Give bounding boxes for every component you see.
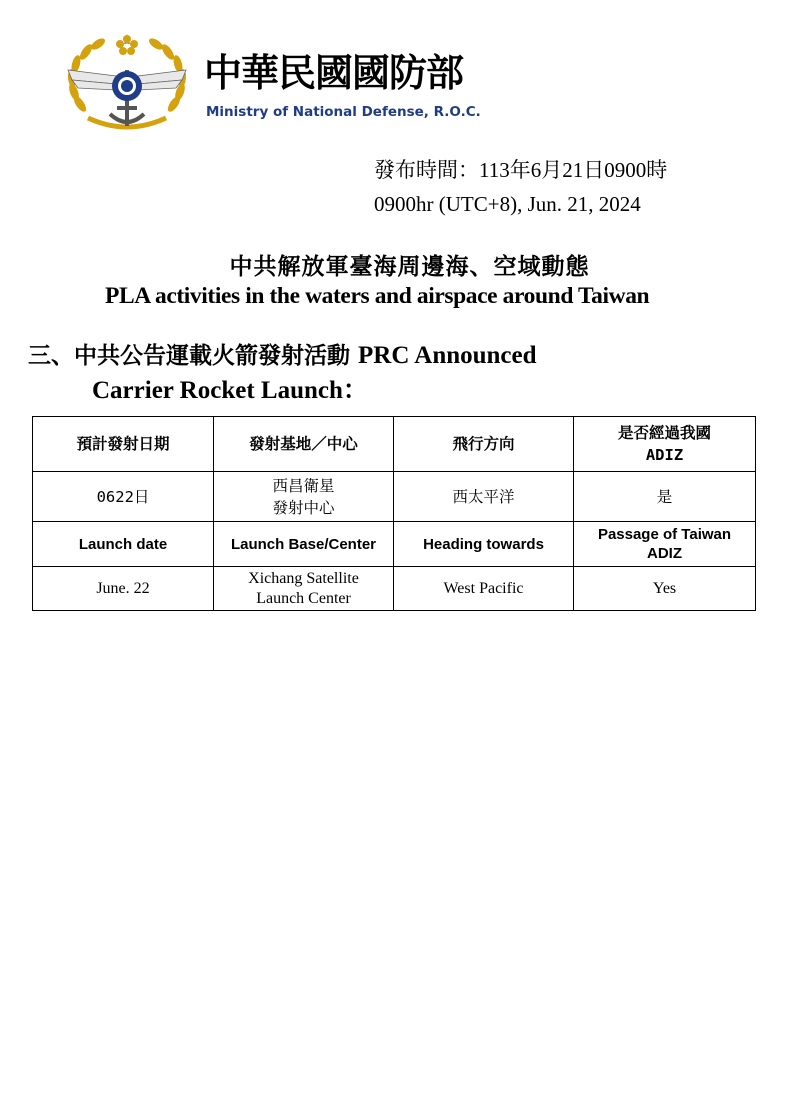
table-row	[33, 567, 756, 611]
cell-text: Passage of Taiwan	[597, 526, 732, 543]
document-title-zh: 中共解放軍臺海周邊海、空域動態	[229, 253, 590, 280]
section-heading	[28, 343, 537, 368]
table-cell	[214, 567, 394, 611]
cell-text: 是否經過我國	[617, 424, 711, 442]
table-row	[33, 472, 756, 522]
publish-time-en: 0900hr (UTC+8), Jun. 21, 2024	[374, 192, 641, 216]
table-cell	[33, 567, 214, 611]
table-header-cell	[214, 417, 394, 472]
table-header-cell	[394, 522, 574, 567]
cell-text: Heading towards	[423, 535, 544, 553]
table-cell	[574, 472, 756, 522]
launch-table	[32, 416, 756, 611]
section-heading-en-1: PRC Announced	[358, 342, 537, 369]
cell-text: Launch date	[78, 535, 168, 553]
section-heading-colon: ：	[342, 375, 368, 404]
cell-text: 發射基地／中心	[249, 435, 358, 453]
cell-text: Launch Base/Center	[230, 535, 377, 553]
table-cell	[214, 472, 394, 522]
cell-text: West Pacific	[443, 579, 524, 597]
table-header-cell	[214, 522, 394, 567]
table-header-zh	[33, 417, 756, 472]
document-title-en: PLA activities in the waters and airspace around Taiwan	[105, 283, 650, 309]
cell-text: ADIZ	[647, 545, 682, 562]
cell-text: 西昌衛星	[272, 476, 335, 495]
table-header-cell	[394, 417, 574, 472]
section-heading-zh: 三、中共公告運載火箭發射活動	[28, 342, 359, 369]
cell-text: Launch Center	[256, 589, 351, 607]
section-heading-line-2	[92, 377, 368, 403]
publish-time-zh: 發布時間：113年6月21日0900時	[374, 158, 668, 182]
table-header-cell	[33, 417, 214, 472]
cell-text: Yes	[652, 579, 677, 597]
cell-text: June. 22	[96, 579, 150, 597]
mnd-emblem-icon	[58, 30, 196, 138]
cell-text: 發射中心	[272, 498, 335, 517]
cell-text: Xichang Satellite	[248, 569, 359, 587]
table-header-cell	[574, 522, 756, 567]
cell-text: 0622日	[96, 487, 150, 506]
cell-text: 預計發射日期	[76, 435, 170, 453]
table-header-cell	[574, 417, 756, 472]
table-cell	[33, 472, 214, 522]
table-cell	[394, 567, 574, 611]
org-name-zh: 中華民國國防部	[204, 51, 464, 95]
table-header-en	[33, 522, 756, 567]
table-cell	[574, 567, 756, 611]
section-heading-en-2: Carrier Rocket Launch	[92, 377, 343, 404]
cell-text: 西太平洋	[452, 487, 515, 506]
org-name-en: Ministry of National Defense, R.O.C.	[206, 104, 481, 120]
table-header-cell	[33, 522, 214, 567]
cell-text: 飛行方向	[452, 435, 515, 453]
cell-text: ADIZ	[645, 446, 684, 464]
table-cell	[394, 472, 574, 522]
cell-text: 是	[656, 487, 673, 506]
